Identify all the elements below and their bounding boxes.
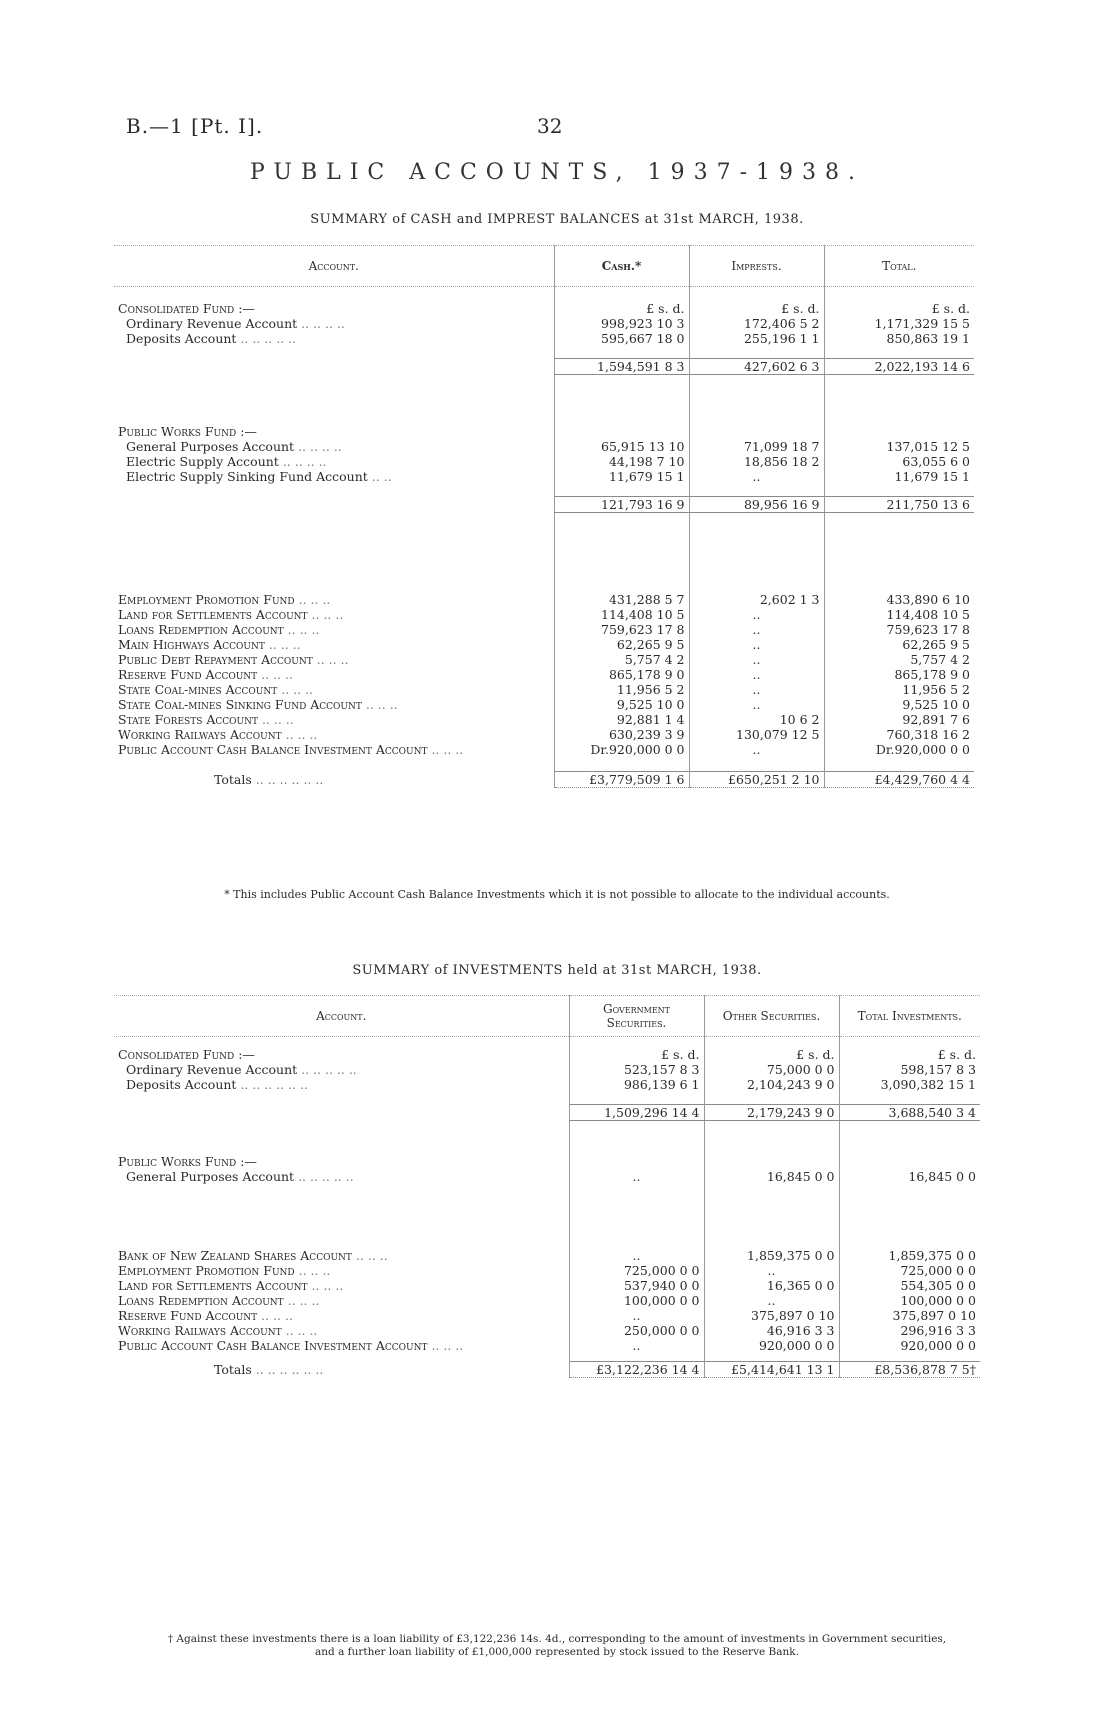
- cash-cell: 44,198 7 10: [554, 454, 689, 469]
- account-name: Reserve Fund Account: [118, 1308, 258, 1323]
- table-row: Main Highways Account .. .. .. 62,265 9 5 .. 62,265 9 5: [114, 637, 974, 652]
- cash-cell: Dr.920,000 0 0: [554, 742, 689, 757]
- cash-cell: 114,408 10 5: [554, 607, 689, 622]
- imprests-cell: ..: [689, 697, 824, 712]
- table-row: [114, 1047, 980, 1062]
- totals-row: Totals .. .. .. .. .. .. £3,779,509 1 6 £650,251 2 10 £4,429,760 4 4: [114, 771, 974, 787]
- account-name: Employment Promotion Fund: [118, 592, 295, 607]
- group-heading: Public Works Fund :—: [118, 424, 257, 439]
- other-cell: 375,897 0 10: [704, 1308, 839, 1323]
- total-cell: 1,171,329 15 5: [824, 316, 974, 331]
- account-name: Loans Redemption Account: [118, 1293, 284, 1308]
- table-row: Ordinary Revenue Account .. .. .. .. .. 523,157 8 3 75,000 0 0 598,157 8 3: [114, 1062, 980, 1077]
- government-cell: 537,940 0 0: [569, 1278, 704, 1293]
- account-name: Public Account Cash Balance Investment Account: [118, 1338, 428, 1353]
- account-name: Land for Settlements Account: [118, 607, 308, 622]
- cash-cell: 9,525 10 0: [554, 697, 689, 712]
- account-name: Bank of New Zealand Shares Account: [118, 1248, 352, 1263]
- total-cell: 137,015 12 5: [824, 439, 974, 454]
- government-cell: 986,139 6 1: [569, 1077, 704, 1092]
- column-header-account: Account.: [114, 246, 554, 287]
- table-row: Bank of New Zealand Shares Account .. .. .. .. 1,859,375 0 0 1,859,375 0 0: [114, 1248, 980, 1263]
- government-cell: ..: [569, 1338, 704, 1353]
- account-name: State Forests Account: [118, 712, 258, 727]
- account-name: Deposits Account: [126, 331, 237, 346]
- totals-label: Totals: [214, 771, 252, 787]
- table-row: General Purposes Account .. .. .. .. .. .. 16,845 0 0 16,845 0 0: [114, 1169, 980, 1184]
- cash-cell: 62,265 9 5: [554, 637, 689, 652]
- table-row: Electric Supply Sinking Fund Account .. .. 11,679 15 1 .. 11,679 15 1: [114, 469, 974, 484]
- other-cell: ..: [704, 1263, 839, 1278]
- investments-table: [114, 995, 980, 1378]
- unit-label: £ s. d.: [689, 301, 824, 316]
- subtotal-row: [114, 1104, 980, 1120]
- group-heading: Consolidated Fund :—: [118, 1047, 255, 1062]
- totals-total: £4,429,760 4 4: [824, 771, 974, 787]
- imprests-cell: ..: [689, 607, 824, 622]
- account-name: General Purposes Account: [126, 439, 295, 454]
- government-cell: 100,000 0 0: [569, 1293, 704, 1308]
- total-cell: 9,525 10 0: [824, 697, 974, 712]
- total-cell: 725,000 0 0: [839, 1263, 980, 1278]
- table-row: Land for Settlements Account .. .. .. 537,940 0 0 16,365 0 0 554,305 0 0: [114, 1278, 980, 1293]
- cash-cell: 630,239 3 9: [554, 727, 689, 742]
- subtotal-total: 3,688,540 3 4: [839, 1104, 980, 1120]
- imprests-cell: 10 6 2: [689, 712, 824, 727]
- totals-imprests: £650,251 2 10: [689, 771, 824, 787]
- table-row: State Coal-mines Sinking Fund Account .. .. .. 9,525 10 0 .. 9,525 10 0: [114, 697, 974, 712]
- table-row: State Forests Account .. .. .. 92,881 1 4 10 6 2 92,891 7 6: [114, 712, 974, 727]
- subtotal-cash: 1,594,591 8 3: [554, 358, 689, 374]
- total-cell: 11,956 5 2: [824, 682, 974, 697]
- imprests-cell: 255,196 1 1: [689, 331, 824, 346]
- government-cell: ..: [569, 1169, 704, 1184]
- total-cell: 63,055 6 0: [824, 454, 974, 469]
- totals-other: £5,414,641 13 1: [704, 1361, 839, 1377]
- imprests-cell: ..: [689, 637, 824, 652]
- group-heading: Public Works Fund :—: [118, 1154, 257, 1169]
- total-cell: 11,679 15 1: [824, 469, 974, 484]
- cash-cell: 865,178 9 0: [554, 667, 689, 682]
- total-cell: 375,897 0 10: [839, 1308, 980, 1323]
- other-cell: 2,104,243 9 0: [704, 1077, 839, 1092]
- table-row: Loans Redemption Account .. .. .. 100,000 0 0 .. 100,000 0 0: [114, 1293, 980, 1308]
- table-row: Working Railways Account .. .. .. 630,239 3 9 130,079 12 5 760,318 16 2: [114, 727, 974, 742]
- account-name: Land for Settlements Account: [118, 1278, 308, 1293]
- account-name: Electric Supply Sinking Fund Account: [126, 469, 368, 484]
- imprests-cell: ..: [689, 469, 824, 484]
- total-cell: 296,916 3 3: [839, 1323, 980, 1338]
- imprests-cell: ..: [689, 622, 824, 637]
- investments-summary-title: SUMMARY of INVESTMENTS held at 31st MARCH, 1938.: [352, 963, 762, 978]
- table-row: [114, 301, 974, 316]
- table-row: General Purposes Account .. .. .. .. 65,915 13 10 71,099 18 7 137,015 12 5: [114, 439, 974, 454]
- table-row: [114, 1154, 980, 1169]
- document-reference: B.—1 [Pt. I].: [126, 114, 264, 138]
- column-header-imprests: Imprests.: [689, 246, 824, 287]
- imprests-cell: 18,856 18 2: [689, 454, 824, 469]
- table-row: [114, 424, 974, 439]
- table-row: Deposits Account .. .. .. .. .. .. 986,139 6 1 2,104,243 9 0 3,090,382 15 1: [114, 1077, 980, 1092]
- group-heading: Consolidated Fund :—: [118, 301, 255, 316]
- cash-cell: 11,679 15 1: [554, 469, 689, 484]
- subtotal-imprests: 89,956 16 9: [689, 496, 824, 512]
- cash-cell: 759,623 17 8: [554, 622, 689, 637]
- cash-cell: 65,915 13 10: [554, 439, 689, 454]
- government-cell: ..: [569, 1308, 704, 1323]
- totals-label: Totals: [214, 1361, 252, 1377]
- account-name: Working Railways Account: [118, 1323, 282, 1338]
- subtotal-other: 2,179,243 9 0: [704, 1104, 839, 1120]
- total-cell: 1,859,375 0 0: [839, 1248, 980, 1263]
- imprests-cell: 71,099 18 7: [689, 439, 824, 454]
- subtotal-row: [114, 358, 974, 374]
- cash-cell: 11,956 5 2: [554, 682, 689, 697]
- table-row: Employment Promotion Fund .. .. .. 431,288 5 7 2,602 1 3 433,890 6 10: [114, 592, 974, 607]
- subtotal-total: 211,750 13 6: [824, 496, 974, 512]
- subtotal-cash: 121,793 16 9: [554, 496, 689, 512]
- total-cell: 62,265 9 5: [824, 637, 974, 652]
- other-cell: 75,000 0 0: [704, 1062, 839, 1077]
- government-cell: 523,157 8 3: [569, 1062, 704, 1077]
- total-cell: 554,305 0 0: [839, 1278, 980, 1293]
- table-row: Reserve Fund Account .. .. .. 865,178 9 0 .. 865,178 9 0: [114, 667, 974, 682]
- unit-label: £ s. d.: [704, 1047, 839, 1062]
- totals-cash: £3,779,509 1 6: [554, 771, 689, 787]
- imprests-cell: ..: [689, 667, 824, 682]
- government-cell: 250,000 0 0: [569, 1323, 704, 1338]
- unit-label: £ s. d.: [569, 1047, 704, 1062]
- unit-label: £ s. d.: [554, 301, 689, 316]
- table-row: Working Railways Account .. .. .. 250,000 0 0 46,916 3 3 296,916 3 3: [114, 1323, 980, 1338]
- cash-cell: 998,923 10 3: [554, 316, 689, 331]
- account-name: Main Highways Account: [118, 637, 265, 652]
- total-cell: 850,863 19 1: [824, 331, 974, 346]
- page-title: PUBLIC ACCOUNTS, 1937-1938.: [250, 160, 864, 185]
- government-cell: 725,000 0 0: [569, 1263, 704, 1278]
- table-row: Reserve Fund Account .. .. .. .. 375,897 0 10 375,897 0 10: [114, 1308, 980, 1323]
- table-row: Ordinary Revenue Account .. .. .. .. 998,923 10 3 172,406 5 2 1,171,329 15 5: [114, 316, 974, 331]
- table-row: Electric Supply Account .. .. .. .. 44,198 7 10 18,856 18 2 63,055 6 0: [114, 454, 974, 469]
- other-cell: 920,000 0 0: [704, 1338, 839, 1353]
- account-name: Electric Supply Account: [126, 454, 279, 469]
- account-name: Ordinary Revenue Account: [126, 316, 298, 331]
- imprests-cell: ..: [689, 682, 824, 697]
- totals-government: £3,122,236 14 4: [569, 1361, 704, 1377]
- unit-label: £ s. d.: [824, 301, 974, 316]
- subtotal-imprests: 427,602 6 3: [689, 358, 824, 374]
- total-cell: 114,408 10 5: [824, 607, 974, 622]
- imprests-cell: 172,406 5 2: [689, 316, 824, 331]
- imprests-cell: ..: [689, 742, 824, 757]
- table-header-row: [114, 996, 980, 1037]
- account-name: Public Account Cash Balance Investment Account: [118, 742, 428, 757]
- cash-cell: 431,288 5 7: [554, 592, 689, 607]
- account-name: Working Railways Account: [118, 727, 282, 742]
- page-number: 32: [537, 114, 563, 138]
- account-name: State Coal-mines Account: [118, 682, 278, 697]
- other-cell: 16,845 0 0: [704, 1169, 839, 1184]
- account-name: Reserve Fund Account: [118, 667, 258, 682]
- cash-cell: 5,757 4 2: [554, 652, 689, 667]
- subtotal-row: [114, 496, 974, 512]
- account-name: Loans Redemption Account: [118, 622, 284, 637]
- column-header-total-investments: Total Investments.: [839, 996, 980, 1037]
- table-header-row: [114, 246, 974, 287]
- cash-summary-title: SUMMARY of CASH and IMPREST BALANCES at 31st MARCH, 1938.: [310, 212, 804, 227]
- cash-balances-table: [114, 245, 974, 788]
- other-cell: 16,365 0 0: [704, 1278, 839, 1293]
- total-cell: 598,157 8 3: [839, 1062, 980, 1077]
- table-row: Public Account Cash Balance Investment Account .. .. .. .. 920,000 0 0 920,000 0 0: [114, 1338, 980, 1353]
- column-header-government-securities: Government Securities.: [569, 996, 704, 1037]
- cash-cell: 92,881 1 4: [554, 712, 689, 727]
- total-cell: 3,090,382 15 1: [839, 1077, 980, 1092]
- cash-footnote: * This includes Public Account Cash Balance Investments which it is not possible to allocate to the individual accounts.: [224, 888, 890, 901]
- account-name: General Purposes Account: [126, 1169, 295, 1184]
- imprests-cell: 130,079 12 5: [689, 727, 824, 742]
- total-cell: 759,623 17 8: [824, 622, 974, 637]
- account-name: Employment Promotion Fund: [118, 1263, 295, 1278]
- table-row: Public Debt Repayment Account .. .. .. 5,757 4 2 .. 5,757 4 2: [114, 652, 974, 667]
- unit-label: £ s. d.: [839, 1047, 980, 1062]
- other-cell: 46,916 3 3: [704, 1323, 839, 1338]
- account-name: Public Debt Repayment Account: [118, 652, 313, 667]
- investments-footnote-line-1: † Against these investments there is a loan liability of £3,122,236 14s. 4d., corresponding to the amount of investments in Government securities,: [167, 1633, 947, 1645]
- imprests-cell: ..: [689, 652, 824, 667]
- government-cell: ..: [569, 1248, 704, 1263]
- other-cell: ..: [704, 1293, 839, 1308]
- subtotal-total: 2,022,193 14 6: [824, 358, 974, 374]
- column-header-other-securities: Other Securities.: [704, 996, 839, 1037]
- total-cell: 920,000 0 0: [839, 1338, 980, 1353]
- account-name: State Coal-mines Sinking Fund Account: [118, 697, 362, 712]
- total-cell: 865,178 9 0: [824, 667, 974, 682]
- total-cell: 16,845 0 0: [839, 1169, 980, 1184]
- table-row: Employment Promotion Fund .. .. .. 725,000 0 0 .. 725,000 0 0: [114, 1263, 980, 1278]
- table-row: Loans Redemption Account .. .. .. 759,623 17 8 .. 759,623 17 8: [114, 622, 974, 637]
- totals-row: Totals .. .. .. .. .. .. £3,122,236 14 4 £5,414,641 13 1 £8,536,878 7 5†: [114, 1361, 980, 1377]
- imprests-cell: 2,602 1 3: [689, 592, 824, 607]
- totals-total: £8,536,878 7 5†: [839, 1361, 980, 1377]
- table-row: Public Account Cash Balance Investment Account .. .. .. Dr.920,000 0 0 .. Dr.920,000 0 0: [114, 742, 974, 757]
- column-header-cash: Cash.*: [554, 246, 689, 287]
- account-name: Deposits Account: [126, 1077, 237, 1092]
- total-cell: 760,318 16 2: [824, 727, 974, 742]
- total-cell: 5,757 4 2: [824, 652, 974, 667]
- column-header-total: Total.: [824, 246, 974, 287]
- cash-cell: 595,667 18 0: [554, 331, 689, 346]
- total-cell: 92,891 7 6: [824, 712, 974, 727]
- investments-footnote-line-2: and a further loan liability of £1,000,000 represented by stock issued to the Reserve Bank.: [315, 1646, 799, 1658]
- total-cell: 433,890 6 10: [824, 592, 974, 607]
- total-cell: 100,000 0 0: [839, 1293, 980, 1308]
- table-row: Land for Settlements Account .. .. .. 114,408 10 5 .. 114,408 10 5: [114, 607, 974, 622]
- table-row: State Coal-mines Account .. .. .. 11,956 5 2 .. 11,956 5 2: [114, 682, 974, 697]
- total-cell: Dr.920,000 0 0: [824, 742, 974, 757]
- account-name: Ordinary Revenue Account: [126, 1062, 298, 1077]
- column-header-account: Account.: [114, 996, 569, 1037]
- table-row: Deposits Account .. .. .. .. .. 595,667 18 0 255,196 1 1 850,863 19 1: [114, 331, 974, 346]
- subtotal-government: 1,509,296 14 4: [569, 1104, 704, 1120]
- other-cell: 1,859,375 0 0: [704, 1248, 839, 1263]
